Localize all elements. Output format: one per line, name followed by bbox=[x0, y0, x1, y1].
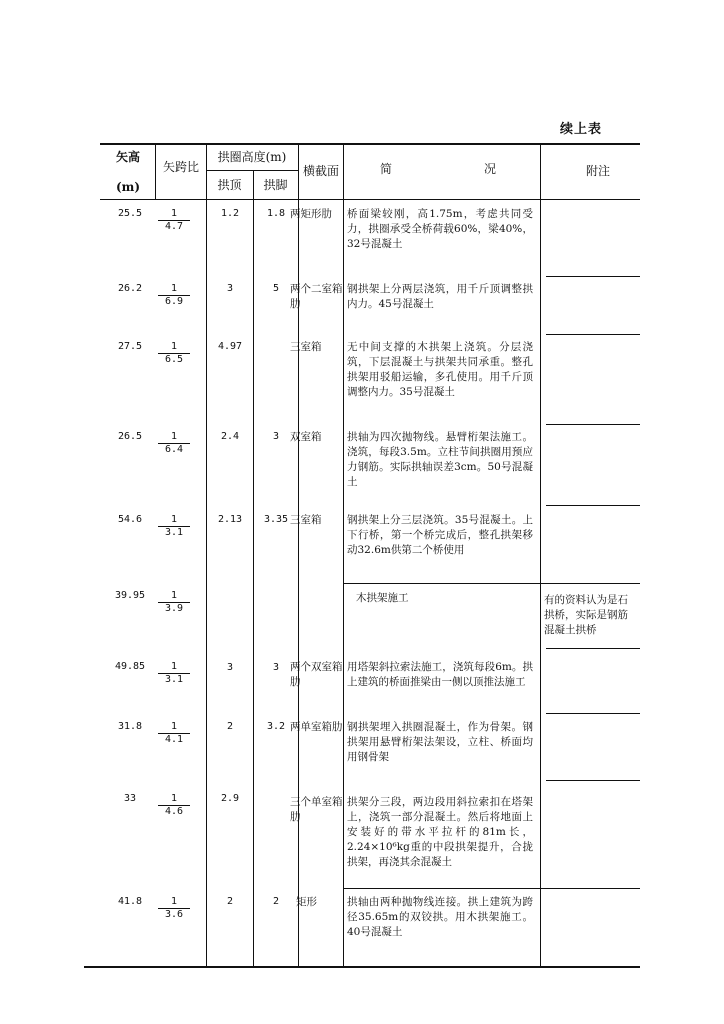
header-bottom-rule bbox=[100, 199, 640, 200]
crown-height: 2.9 bbox=[220, 793, 240, 804]
ratio-denominator: 4.1 bbox=[158, 733, 190, 746]
ratio-denominator: 3.6 bbox=[158, 908, 190, 921]
cross-section-type: 矩形 bbox=[296, 896, 317, 908]
col-rule-crown bbox=[206, 143, 207, 966]
cross-section-type: 两单室箱肋 bbox=[290, 721, 343, 733]
rise-value: 41.8 bbox=[117, 896, 143, 907]
continuation-label: 续上表 bbox=[560, 122, 603, 137]
header-remarks: 附注 bbox=[585, 164, 610, 178]
row-separator bbox=[546, 276, 640, 277]
ratio-value bbox=[158, 590, 190, 615]
row-separator bbox=[546, 505, 640, 506]
rise-value: 49.85 bbox=[114, 661, 146, 672]
ratio-denominator: 6.4 bbox=[158, 443, 190, 456]
description-text: 无中间支撑的木拱架上浇筑。分层浇筑，下层混凝土与拱架共同承重。整孔拱架用驳船运输，多孔使用。用千斤顶调整内力。35号混凝土 bbox=[347, 341, 533, 398]
description-text: 拱架分三段，两边段用斜拉索扣在塔架上，浇筑一部分混凝土。然后将地面上安装好的带水平拉杆的81m长，2.24×10⁶kg重的中段拱架提升，合拢拱架，再浇其余混凝土 bbox=[347, 796, 533, 868]
ratio-numerator: 1 bbox=[170, 283, 178, 294]
description-text: 拱轴为四次抛物线。悬臂桁架法施工。浇筑，每段3.5m。立柱节间拱圈用预应力钢筋。实际拱轴误差3cm。50号混凝土 bbox=[347, 431, 533, 488]
cross-section-type: 三室箱 bbox=[290, 341, 322, 353]
row-separator bbox=[343, 583, 640, 584]
ratio-numerator: 1 bbox=[170, 431, 178, 442]
col-rule-section bbox=[298, 143, 299, 966]
rise-value: 25.5 bbox=[117, 208, 143, 219]
description-text: 桥面梁较刚，高1.75m，考虑共同受力，拱圈承受全桥荷载60%，梁40%，32号混凝土 bbox=[347, 208, 533, 250]
col-rule-desc bbox=[343, 143, 344, 966]
rise-value: 31.8 bbox=[117, 721, 143, 732]
header-cross-section: 横截面 bbox=[302, 164, 339, 178]
row-separator bbox=[546, 424, 640, 425]
cross-section-type: 两个二室箱肋 bbox=[290, 283, 343, 310]
header-rise-label: 矢高 bbox=[115, 150, 140, 164]
header-springing: 拱脚 bbox=[263, 178, 288, 192]
crown-height: 1.2 bbox=[220, 208, 240, 219]
rise-value: 26.5 bbox=[117, 431, 143, 442]
cross-section-type: 三室箱 bbox=[290, 514, 322, 526]
ratio-value bbox=[158, 341, 190, 366]
table-bottom-rule bbox=[84, 966, 640, 968]
header-rise-span-ratio: 矢跨比 bbox=[162, 160, 199, 174]
cross-section-type: 两个双室箱肋 bbox=[290, 661, 343, 688]
header-subrule bbox=[206, 170, 298, 171]
cross-section-type: 两矩形肋 bbox=[290, 208, 332, 220]
springing-height: 1.8 bbox=[266, 208, 286, 219]
ratio-numerator: 1 bbox=[170, 896, 178, 907]
ratio-denominator: 4.7 bbox=[158, 220, 190, 233]
ratio-denominator: 6.9 bbox=[158, 295, 190, 308]
ratio-value bbox=[158, 896, 190, 921]
springing-height: 2 bbox=[272, 896, 280, 907]
ratio-numerator: 1 bbox=[170, 721, 178, 732]
ratio-denominator: 3.1 bbox=[158, 526, 190, 539]
ratio-denominator: 4.6 bbox=[158, 805, 190, 818]
header-crown: 拱顶 bbox=[217, 178, 242, 192]
ratio-numerator: 1 bbox=[170, 341, 178, 352]
description-text: 木拱架施工 bbox=[356, 592, 409, 604]
remarks-text: 有的资料认为是石拱桥，实际是钢筋混凝土拱桥 bbox=[544, 594, 628, 636]
description-text: 钢拱架埋入拱圈混凝土，作为骨架。钢拱架用悬臂桁架法架设，立柱、桥面均用钢骨架 bbox=[347, 721, 533, 763]
row-separator bbox=[546, 713, 640, 714]
ratio-value bbox=[158, 514, 190, 539]
row-separator bbox=[546, 780, 640, 781]
crown-height: 3 bbox=[226, 662, 234, 673]
crown-height: 2 bbox=[226, 721, 234, 732]
ratio-numerator: 1 bbox=[170, 793, 178, 804]
ratio-value bbox=[158, 721, 190, 746]
description-text: 用塔架斜拉索法施工，浇筑每段6m。拱上建筑的桥面推梁由一侧以顶推法施工 bbox=[347, 661, 533, 688]
springing-height: 3 bbox=[272, 431, 280, 442]
rise-value: 27.5 bbox=[117, 341, 143, 352]
description-text: 钢拱架上分三层浇筑。35号混凝土。上下行桥，第一个桥完成后，整孔拱架移动32.6m供第二个桥使用 bbox=[347, 514, 533, 556]
ratio-numerator: 1 bbox=[170, 661, 178, 672]
rise-value: 54.6 bbox=[117, 514, 143, 525]
table-top-rule bbox=[100, 143, 640, 145]
ratio-denominator: 3.9 bbox=[158, 602, 190, 615]
cross-section-type: 三个单室箱肋 bbox=[290, 796, 343, 823]
crown-height: 2.13 bbox=[217, 514, 243, 525]
header-description-a: 简 bbox=[379, 162, 392, 176]
crown-height: 2 bbox=[226, 896, 234, 907]
ratio-value bbox=[158, 208, 190, 233]
row-separator bbox=[546, 648, 640, 649]
row-separator bbox=[546, 334, 640, 335]
header-rise-unit: (m) bbox=[115, 180, 141, 194]
rise-value: 26.2 bbox=[117, 283, 143, 294]
ratio-value bbox=[158, 283, 190, 308]
crown-height: 3 bbox=[226, 283, 234, 294]
crown-height: 4.97 bbox=[217, 341, 243, 352]
ratio-numerator: 1 bbox=[170, 590, 178, 601]
springing-height: 3.35 bbox=[263, 514, 289, 525]
ratio-numerator: 1 bbox=[170, 514, 178, 525]
description-text: 拱轴由两种抛物线连接。拱上建筑为跨径35.65m的双铰拱。用木拱架施工。40号混凝土 bbox=[347, 896, 533, 938]
ratio-numerator: 1 bbox=[170, 208, 178, 219]
rise-value: 33 bbox=[123, 793, 137, 804]
header-description-b: 况 bbox=[483, 162, 496, 176]
col-rule-remarks bbox=[540, 143, 541, 966]
springing-height: 5 bbox=[272, 283, 280, 294]
rise-value: 39.95 bbox=[114, 590, 146, 601]
ratio-value bbox=[158, 431, 190, 456]
ratio-value bbox=[158, 661, 190, 686]
row-separator bbox=[343, 888, 640, 889]
springing-height: 3.2 bbox=[266, 721, 286, 732]
crown-height: 2.4 bbox=[220, 431, 240, 442]
cross-section-type: 双室箱 bbox=[290, 431, 322, 443]
ratio-denominator: 6.5 bbox=[158, 353, 190, 366]
header-rise bbox=[104, 150, 152, 195]
ratio-denominator: 3.1 bbox=[158, 673, 190, 686]
header-arch-ring-height: 拱圈高度(m) bbox=[217, 150, 287, 164]
springing-height: 3 bbox=[272, 662, 280, 673]
description-text: 钢拱架上分两层浇筑，用千斤顶调整拱内力。45号混凝土 bbox=[347, 283, 533, 310]
ratio-value bbox=[158, 793, 190, 818]
